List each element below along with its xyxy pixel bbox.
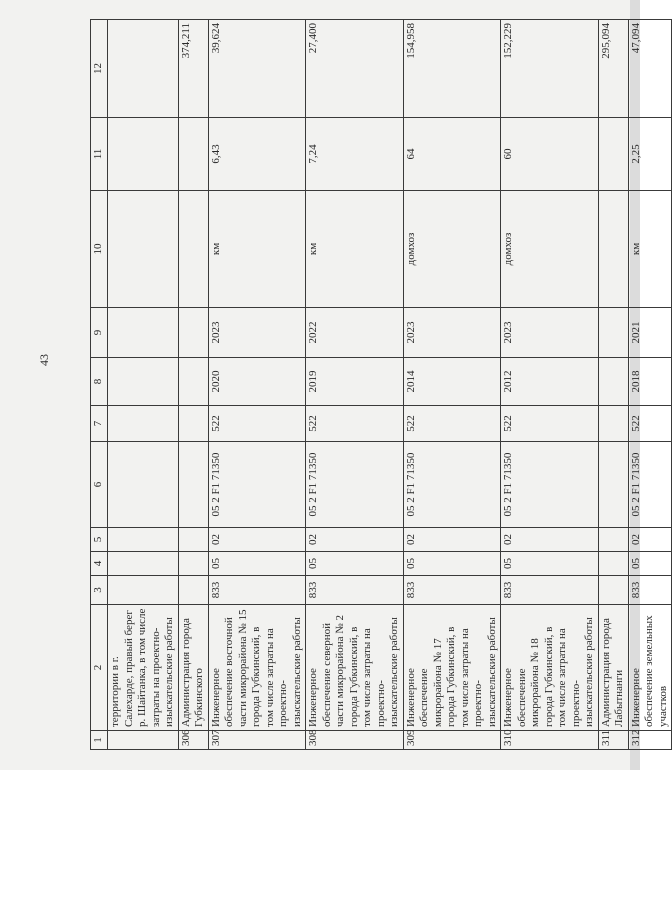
cell: 05 <box>208 552 306 576</box>
cell <box>598 308 628 358</box>
table-row <box>501 20 599 750</box>
cell-amount: 374,211 <box>178 20 208 118</box>
cell: км <box>208 191 306 308</box>
row-name: Инженерное обеспечение микрорайона № 17 города Губкинский, в том числе затраты на проектно-изыскательские работы <box>403 605 501 731</box>
row-name: Инженерное обеспечение восточной части микрорайона № 15 города Губкинский, в том числе затраты на проектно-изыскательские работы <box>208 605 306 731</box>
cell: 05 2 F1 71350 <box>403 442 501 528</box>
column-header: 10 <box>91 191 108 308</box>
table-row <box>108 20 179 750</box>
cell: 02 <box>306 528 404 552</box>
cell: 522 <box>306 406 404 442</box>
row-name: Инженерное обеспечение земельных участков <box>628 605 672 731</box>
cell: 833 <box>403 576 501 605</box>
cell <box>598 576 628 605</box>
column-header: 7 <box>91 406 108 442</box>
cell-amount: 154,958 <box>403 20 501 118</box>
column-header: 12 <box>91 20 108 118</box>
cell: 7,24 <box>306 118 404 191</box>
table-row <box>628 20 672 750</box>
row-name: Администрация города Лабытнанги <box>598 605 628 731</box>
cell <box>178 442 208 528</box>
cell <box>178 118 208 191</box>
cell: 2023 <box>403 308 501 358</box>
row-name: территории в г. Салехарде, правый берег р. Шайтанка, в том числе затраты на проектно-изыскательские работы <box>108 605 179 731</box>
row-name: Инженерное обеспечение северной части микрорайона № 2 города Губкинский, в том числе затраты на проектно-изыскательские работы <box>306 605 404 731</box>
cell: 05 <box>501 552 599 576</box>
table-row <box>403 20 501 750</box>
column-header: 8 <box>91 358 108 406</box>
row-name: Инженерное обеспечение микрорайона № 18 города Губкинский, в том числе затраты на проектно-изыскательские работы <box>501 605 599 731</box>
cell: 64 <box>403 118 501 191</box>
cell <box>108 118 179 191</box>
table-row <box>306 20 404 750</box>
cell <box>108 528 179 552</box>
cell <box>108 308 179 358</box>
column-header: 6 <box>91 442 108 528</box>
column-header: 4 <box>91 552 108 576</box>
row-number: 308 <box>306 731 404 750</box>
cell <box>598 528 628 552</box>
cell: 02 <box>208 528 306 552</box>
table-row <box>598 20 628 750</box>
cell <box>598 358 628 406</box>
cell <box>178 528 208 552</box>
row-number: 309 <box>403 731 501 750</box>
cell: 522 <box>501 406 599 442</box>
cell: 2022 <box>306 308 404 358</box>
cell: 02 <box>501 528 599 552</box>
header-row <box>91 20 108 750</box>
row-number: 312 <box>628 731 672 750</box>
row-number: 307 <box>208 731 306 750</box>
cell <box>598 552 628 576</box>
cell: 60 <box>501 118 599 191</box>
cell: 833 <box>628 576 672 605</box>
cell: 05 2 F1 71350 <box>501 442 599 528</box>
column-header: 9 <box>91 308 108 358</box>
cell <box>178 308 208 358</box>
row-number: 306 <box>178 731 208 750</box>
cell: 05 <box>403 552 501 576</box>
data-table <box>90 19 672 750</box>
cell <box>178 358 208 406</box>
cell: 05 <box>628 552 672 576</box>
column-header: 3 <box>91 576 108 605</box>
cell <box>108 406 179 442</box>
row-name: Администрация города Губкинского <box>178 605 208 731</box>
cell: 522 <box>628 406 672 442</box>
cell-amount <box>108 20 179 118</box>
cell <box>108 442 179 528</box>
page-number: 43 <box>37 354 51 366</box>
cell <box>598 406 628 442</box>
cell: домхоз <box>501 191 599 308</box>
cell: 02 <box>403 528 501 552</box>
column-header: 5 <box>91 528 108 552</box>
cell: 2023 <box>208 308 306 358</box>
table-row <box>208 20 306 750</box>
cell: 05 <box>306 552 404 576</box>
cell: 522 <box>403 406 501 442</box>
cell-amount: 47,094 <box>628 20 672 118</box>
cell <box>108 191 179 308</box>
cell <box>598 191 628 308</box>
column-header: 2 <box>91 605 108 731</box>
cell: 6,43 <box>208 118 306 191</box>
cell: 833 <box>208 576 306 605</box>
row-number: 311 <box>598 731 628 750</box>
cell <box>598 118 628 191</box>
cell: 05 2 F1 71350 <box>208 442 306 528</box>
rotated-table-wrapper <box>90 20 669 750</box>
cell <box>598 442 628 528</box>
cell-amount: 152,229 <box>501 20 599 118</box>
column-header: 11 <box>91 118 108 191</box>
cell: 2023 <box>501 308 599 358</box>
cell: км <box>306 191 404 308</box>
cell: 2021 <box>628 308 672 358</box>
cell <box>178 406 208 442</box>
cell <box>178 191 208 308</box>
cell: 2019 <box>306 358 404 406</box>
cell: 2020 <box>208 358 306 406</box>
cell: домхоз <box>403 191 501 308</box>
cell: 2014 <box>403 358 501 406</box>
cell: 05 2 F1 71350 <box>306 442 404 528</box>
cell-amount: 39,624 <box>208 20 306 118</box>
cell: 2012 <box>501 358 599 406</box>
cell: км <box>628 191 672 308</box>
cell: 05 2 F1 71350 <box>628 442 672 528</box>
cell-amount: 295,094 <box>598 20 628 118</box>
cell <box>178 576 208 605</box>
cell: 2,25 <box>628 118 672 191</box>
cell-amount: 27,400 <box>306 20 404 118</box>
cell <box>178 552 208 576</box>
cell <box>108 358 179 406</box>
table-row <box>178 20 208 750</box>
cell: 833 <box>306 576 404 605</box>
cell <box>108 576 179 605</box>
row-number <box>108 731 179 750</box>
cell: 833 <box>501 576 599 605</box>
cell: 02 <box>628 528 672 552</box>
cell <box>108 552 179 576</box>
column-header: 1 <box>91 731 108 750</box>
cell: 2018 <box>628 358 672 406</box>
cell: 522 <box>208 406 306 442</box>
row-number: 310 <box>501 731 599 750</box>
